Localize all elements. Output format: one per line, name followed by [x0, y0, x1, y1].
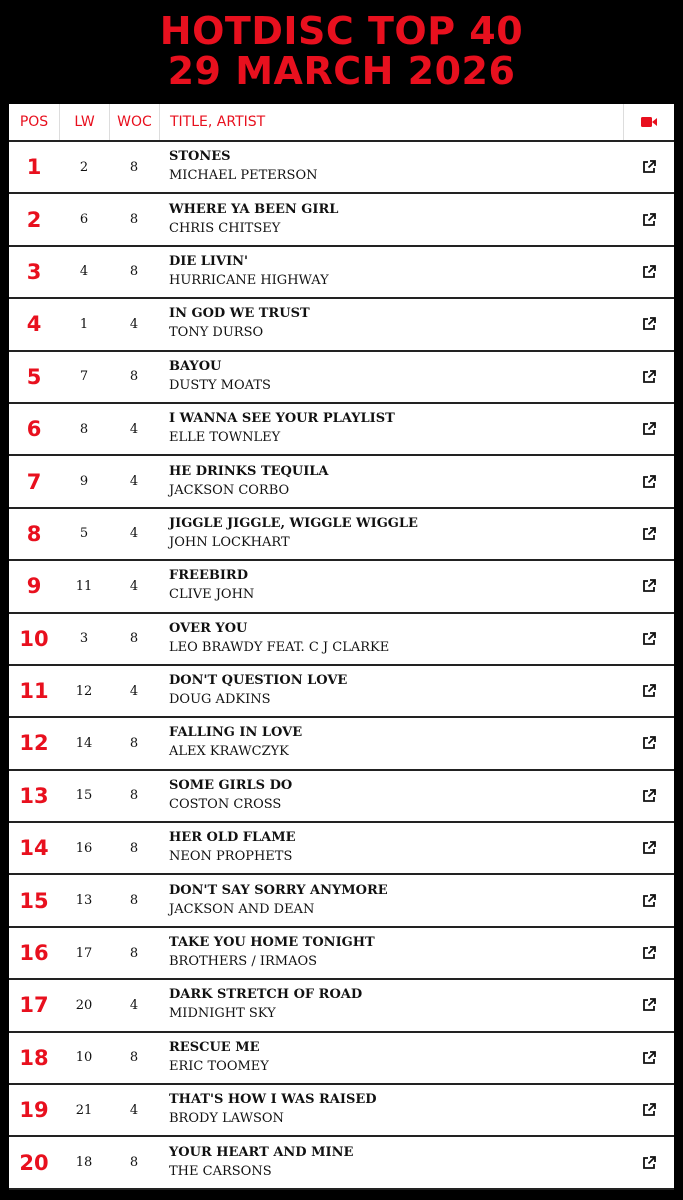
chart-position: 8 — [26, 521, 42, 546]
song-title: JIGGLE JIGGLE, WIGGLE WIGGLE — [169, 515, 418, 531]
artist-name: BRODY LAWSON — [169, 1111, 284, 1127]
chart-position: 11 — [19, 679, 49, 704]
weeks-on-chart: 4 — [129, 578, 139, 594]
external-link-icon[interactable] — [624, 404, 674, 454]
external-link-icon[interactable] — [624, 1033, 674, 1083]
song-title: WHERE YA BEEN GIRL — [169, 201, 339, 217]
external-link-icon[interactable] — [624, 718, 674, 768]
external-link-icon[interactable] — [624, 1085, 674, 1135]
song-title: SOME GIRLS DO — [169, 777, 293, 793]
last-week-position: 17 — [75, 945, 93, 961]
page-header — [0, 0, 683, 104]
external-link-icon[interactable] — [624, 299, 674, 349]
artist-name: CLIVE JOHN — [169, 587, 255, 603]
external-link-icon[interactable] — [624, 561, 674, 611]
table-row[interactable] — [9, 456, 674, 508]
weeks-on-chart: 8 — [129, 1050, 139, 1066]
table-row[interactable] — [9, 142, 674, 194]
external-link-icon[interactable] — [624, 1137, 674, 1187]
chart-position: 9 — [26, 574, 42, 599]
weeks-on-chart: 8 — [129, 212, 139, 228]
external-link-icon[interactable] — [624, 875, 674, 925]
page-title: HOTDISC TOP 40 — [159, 9, 524, 53]
weeks-on-chart: 8 — [129, 1155, 139, 1171]
chart-position: 10 — [19, 626, 49, 651]
weeks-on-chart: 4 — [129, 683, 139, 699]
last-week-position: 2 — [79, 159, 89, 175]
title-artist-cell — [159, 201, 624, 239]
song-title: DARK STRETCH OF ROAD — [169, 987, 363, 1003]
title-artist-cell — [159, 305, 624, 343]
last-week-position: 5 — [79, 526, 89, 542]
title-artist-cell — [159, 358, 624, 396]
table-row[interactable] — [9, 561, 674, 613]
external-link-icon[interactable] — [624, 666, 674, 716]
last-week-position: 16 — [75, 840, 93, 856]
title-artist-cell — [159, 620, 624, 658]
table-row[interactable] — [9, 1137, 674, 1189]
title-artist-cell — [159, 777, 624, 815]
chart-position: 19 — [19, 1098, 49, 1123]
last-week-position: 14 — [75, 735, 93, 751]
external-link-icon[interactable] — [624, 456, 674, 506]
title-artist-cell — [159, 672, 624, 710]
artist-name: BROTHERS / IRMAOS — [169, 954, 318, 970]
weeks-on-chart: 4 — [129, 474, 139, 490]
song-title: BAYOU — [169, 358, 222, 374]
chart-position: 20 — [19, 1150, 49, 1175]
song-title: TAKE YOU HOME TONIGHT — [169, 935, 375, 951]
table-row[interactable] — [9, 247, 674, 299]
external-link-icon[interactable] — [624, 142, 674, 192]
artist-name: MICHAEL PETERSON — [169, 168, 318, 184]
artist-name: DUSTY MOATS — [169, 377, 271, 393]
title-artist-cell — [159, 724, 624, 762]
weeks-on-chart: 4 — [129, 316, 139, 332]
last-week-position: 3 — [79, 631, 89, 647]
last-week-position: 6 — [79, 212, 89, 228]
table-row[interactable] — [9, 352, 674, 404]
title-artist-cell — [159, 882, 624, 920]
chart-position: 15 — [19, 888, 49, 913]
last-week-position: 4 — [79, 264, 89, 280]
artist-name: NEON PROPHETS — [169, 849, 293, 865]
chart-position: 7 — [26, 469, 42, 494]
song-title: FREEBIRD — [169, 568, 248, 584]
weeks-on-chart: 8 — [129, 264, 139, 280]
external-link-icon[interactable] — [624, 823, 674, 873]
last-week-position: 12 — [75, 683, 93, 699]
title-artist-cell — [159, 1091, 624, 1129]
table-row[interactable] — [9, 771, 674, 823]
title-artist-cell — [159, 934, 624, 972]
weeks-on-chart: 8 — [129, 159, 139, 175]
title-artist-cell — [159, 253, 624, 291]
title-artist-cell — [159, 1039, 624, 1077]
title-artist-cell — [159, 986, 624, 1024]
table-row[interactable] — [9, 404, 674, 456]
column-header-lw[interactable]: LW — [59, 104, 109, 140]
title-artist-cell — [159, 515, 624, 553]
song-title: DON'T QUESTION LOVE — [169, 673, 348, 689]
title-artist-cell — [159, 148, 624, 186]
artist-name: THE CARSONS — [169, 1163, 272, 1179]
artist-name: HURRICANE HIGHWAY — [169, 272, 329, 288]
artist-name: JOHN LOCKHART — [169, 534, 290, 550]
artist-name: COSTON CROSS — [169, 796, 282, 812]
chart-position: 4 — [26, 312, 42, 337]
weeks-on-chart: 8 — [129, 893, 139, 909]
external-link-icon[interactable] — [624, 980, 674, 1030]
chart-date: 29 MARCH 2026 — [167, 49, 516, 93]
table-row[interactable] — [9, 299, 674, 351]
weeks-on-chart: 8 — [129, 840, 139, 856]
external-link-icon[interactable] — [624, 247, 674, 297]
artist-name: DOUG ADKINS — [169, 692, 271, 708]
weeks-on-chart: 8 — [129, 735, 139, 751]
song-title: OVER YOU — [169, 620, 248, 636]
chart-position: 16 — [19, 941, 49, 966]
weeks-on-chart: 8 — [129, 369, 139, 385]
artist-name: JACKSON CORBO — [169, 482, 290, 498]
chart-position: 18 — [19, 1045, 49, 1070]
table-row[interactable] — [9, 1033, 674, 1085]
table-row[interactable] — [9, 614, 674, 666]
title-artist-cell — [159, 410, 624, 448]
artist-name: ERIC TOOMEY — [169, 1058, 269, 1074]
title-artist-cell — [159, 829, 624, 867]
chart-position: 12 — [19, 731, 49, 756]
weeks-on-chart: 8 — [129, 788, 139, 804]
external-link-icon[interactable] — [624, 928, 674, 978]
title-artist-cell — [159, 567, 624, 605]
song-title: FALLING IN LOVE — [169, 725, 303, 741]
song-title: HE DRINKS TEQUILA — [169, 463, 329, 479]
artist-name: MIDNIGHT SKY — [169, 1006, 276, 1022]
last-week-position: 9 — [79, 474, 89, 490]
table-row[interactable] — [9, 666, 674, 718]
song-title: DIE LIVIN' — [169, 253, 249, 269]
song-title: STONES — [169, 149, 231, 165]
table-header — [9, 104, 674, 142]
external-link-icon[interactable] — [624, 614, 674, 664]
chart-position: 1 — [26, 155, 42, 180]
artist-name: ELLE TOWNLEY — [169, 430, 281, 446]
chart-position: 5 — [26, 364, 42, 389]
artist-name: TONY DURSO — [169, 325, 264, 341]
last-week-position: 11 — [75, 578, 93, 594]
external-link-icon[interactable] — [624, 771, 674, 821]
weeks-on-chart: 4 — [129, 526, 139, 542]
table-row[interactable] — [9, 509, 674, 561]
table-row[interactable] — [9, 1085, 674, 1137]
title-artist-cell — [159, 1144, 624, 1182]
artist-name: CHRIS CHITSEY — [169, 220, 281, 236]
chart-position: 3 — [26, 259, 42, 284]
video-camera-icon[interactable] — [623, 104, 674, 140]
last-week-position: 13 — [75, 893, 93, 909]
last-week-position: 7 — [79, 369, 89, 385]
table-body — [9, 142, 674, 1190]
weeks-on-chart: 8 — [129, 631, 139, 647]
title-artist-cell — [159, 463, 624, 501]
chart-position: 14 — [19, 836, 49, 861]
weeks-on-chart: 4 — [129, 1102, 139, 1118]
song-title: IN GOD WE TRUST — [169, 306, 310, 322]
table-row[interactable] — [9, 875, 674, 927]
weeks-on-chart: 8 — [129, 945, 139, 961]
table-row[interactable] — [9, 718, 674, 770]
table-row[interactable] — [9, 194, 674, 246]
external-link-icon[interactable] — [624, 194, 674, 244]
external-link-icon[interactable] — [624, 352, 674, 402]
last-week-position: 1 — [79, 316, 89, 332]
table-row[interactable] — [9, 823, 674, 875]
chart-table — [9, 104, 674, 1190]
chart-position: 6 — [26, 417, 42, 442]
song-title: HER OLD FLAME — [169, 830, 296, 846]
artist-name: JACKSON AND DEAN — [169, 901, 315, 917]
column-header-title-artist[interactable]: TITLE, ARTIST — [159, 104, 623, 140]
chart-position: 2 — [26, 207, 42, 232]
song-title: YOUR HEART AND MINE — [169, 1144, 354, 1160]
weeks-on-chart: 4 — [129, 997, 139, 1013]
last-week-position: 21 — [75, 1102, 93, 1118]
chart-position: 17 — [19, 993, 49, 1018]
artist-name: ALEX KRAWCZYK — [169, 744, 289, 760]
weeks-on-chart: 4 — [129, 421, 139, 437]
artist-name: LEO BRAWDY FEAT. C J CLARKE — [169, 639, 390, 655]
external-link-icon[interactable] — [624, 509, 674, 559]
song-title: RESCUE ME — [169, 1039, 260, 1055]
table-row[interactable] — [9, 980, 674, 1032]
column-header-pos[interactable]: POS — [19, 114, 49, 130]
chart-position: 13 — [19, 783, 49, 808]
table-row[interactable] — [9, 928, 674, 980]
column-header-woc[interactable]: WOC — [109, 104, 159, 140]
last-week-position: 20 — [75, 997, 93, 1013]
last-week-position: 8 — [79, 421, 89, 437]
song-title: I WANNA SEE YOUR PLAYLIST — [169, 411, 395, 427]
last-week-position: 18 — [75, 1155, 93, 1171]
last-week-position: 10 — [75, 1050, 93, 1066]
song-title: THAT'S HOW I WAS RAISED — [169, 1092, 377, 1108]
last-week-position: 15 — [75, 788, 93, 804]
song-title: DON'T SAY SORRY ANYMORE — [169, 882, 388, 898]
